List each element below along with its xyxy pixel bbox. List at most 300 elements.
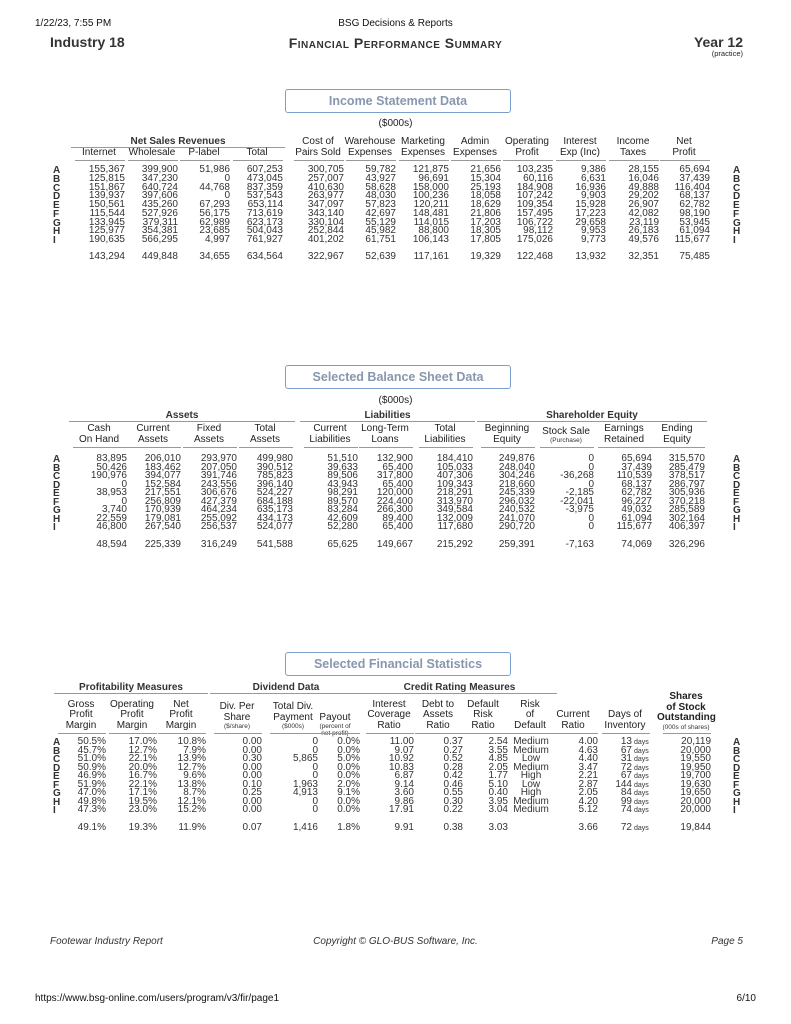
company-row-e-risk: High bbox=[520, 770, 542, 781]
company-label: G bbox=[733, 788, 741, 799]
print-page-title: BSG Decisions & Reports bbox=[338, 18, 453, 29]
company-row-e-cell: 57,823 bbox=[365, 199, 396, 210]
company-row-g-cell: 285,589 bbox=[668, 504, 705, 515]
company-row-g-cell: 114,015 bbox=[413, 216, 449, 228]
company-row-a-cell: 607,253 bbox=[246, 164, 283, 175]
company-row-g-risk: High bbox=[520, 787, 542, 798]
company-row-f-cell: 527,926 bbox=[141, 207, 178, 219]
column-header: Ratio bbox=[561, 719, 585, 731]
column-header-note: ($/share) bbox=[223, 723, 250, 731]
company-row-f-cell: 2.0% bbox=[337, 778, 360, 790]
company-row-f-cell: 1,963 bbox=[292, 778, 318, 790]
column-header: Expenses bbox=[348, 146, 392, 158]
company-row-c-cell: 16,936 bbox=[575, 181, 606, 193]
company-row-h-cell: 12.1% bbox=[177, 795, 206, 807]
column-header-underline bbox=[366, 733, 414, 734]
company-row-g-cell: 3,740 bbox=[101, 504, 127, 515]
company-label: G bbox=[53, 788, 61, 799]
column-header-underline bbox=[183, 447, 237, 448]
column-header: Share bbox=[223, 711, 251, 723]
industry-average-row-cell: 143,294 bbox=[88, 251, 125, 262]
company-label: H bbox=[53, 226, 61, 238]
company-label: C bbox=[53, 471, 61, 482]
column-header: Assets bbox=[137, 433, 168, 445]
company-row-d-cell: 43,943 bbox=[327, 478, 358, 490]
company-row-h-cell: 22,559 bbox=[96, 512, 127, 524]
company-row-c-cell: 49,888 bbox=[628, 181, 659, 193]
company-row-a-cell: 4.00 bbox=[578, 736, 598, 747]
company-row-i-cell: 47.3% bbox=[77, 804, 106, 815]
company-row-i-cell: 117,680 bbox=[437, 521, 473, 532]
company-row-a-risk: Medium bbox=[513, 736, 549, 747]
company-row-a-cell: 83,895 bbox=[96, 453, 127, 464]
industry-average-row-cell: 19,329 bbox=[470, 251, 501, 262]
column-header: Net bbox=[173, 698, 189, 710]
company-label: I bbox=[53, 522, 56, 533]
company-row-i-cell: 190,635 bbox=[88, 234, 125, 245]
column-header: Ending bbox=[661, 423, 693, 434]
company-row-d-cell: 68,137 bbox=[621, 478, 652, 490]
column-header-underline bbox=[451, 160, 501, 161]
company-label: I bbox=[53, 235, 56, 246]
company-row-a-cell: 11.00 bbox=[389, 736, 414, 747]
company-label: B bbox=[733, 462, 741, 474]
company-row-c-cell: 58,628 bbox=[365, 181, 396, 193]
company-row-d-cell: 0.28 bbox=[443, 761, 463, 773]
company-row-d-cell: 0 bbox=[588, 478, 594, 490]
footer-copyright: Copyright © GLO-BUS Software, Inc. bbox=[313, 936, 478, 947]
company-row-a-cell: 184,410 bbox=[436, 453, 473, 464]
company-row-b-cell: 0 bbox=[224, 172, 230, 184]
company-row-g-cell: 23,119 bbox=[629, 216, 659, 228]
company-row-h-cell: 45,982 bbox=[365, 225, 396, 237]
company-row-h-cell: 132,009 bbox=[436, 512, 473, 524]
industry-average-row-cell: 49.1% bbox=[77, 822, 106, 833]
company-row-b-cell: 0 bbox=[588, 461, 594, 473]
column-header: Default bbox=[514, 719, 546, 731]
company-row-g-cell: 0.55 bbox=[443, 787, 463, 798]
column-header: Expenses bbox=[453, 146, 497, 158]
company-row-c-days: 31 bbox=[620, 753, 632, 764]
column-header-underline bbox=[180, 160, 230, 161]
company-row-d-cell: 2.05 bbox=[488, 761, 508, 773]
column-header-underline bbox=[312, 733, 360, 734]
company-row-i-cell: 106,143 bbox=[412, 234, 449, 245]
column-header: of bbox=[525, 709, 535, 720]
industry-average-row-cell: 316,249 bbox=[200, 539, 237, 550]
financial-statistics-title: Selected Financial Statistics bbox=[285, 652, 511, 676]
company-label: F bbox=[53, 779, 60, 791]
column-header-underline bbox=[359, 447, 413, 448]
company-row-h-cell: 179,081 bbox=[144, 512, 181, 524]
company-row-h-cell: 0 bbox=[588, 512, 594, 524]
company-row-h-cell: 504,043 bbox=[246, 225, 283, 237]
company-row-h-cell: 302,164 bbox=[668, 512, 705, 524]
column-header: Days of bbox=[608, 709, 642, 720]
column-header: Admin bbox=[460, 136, 490, 147]
company-row-b-cell: 45.7% bbox=[77, 744, 106, 756]
company-row-i-cell: 61,751 bbox=[365, 234, 396, 245]
company-row-c-cell: 22.1% bbox=[128, 753, 157, 764]
company-row-b-cell: 207,050 bbox=[200, 461, 237, 473]
column-header: Cost of bbox=[302, 136, 334, 147]
company-row-e-cell: 653,114 bbox=[247, 199, 283, 210]
days-unit: days bbox=[634, 773, 649, 780]
company-row-f-cell: 5.10 bbox=[488, 778, 508, 790]
company-row-c-cell: 394,077 bbox=[144, 470, 181, 481]
company-row-a-cell: 103,235 bbox=[516, 164, 553, 175]
industry-average-row-cell: 322,967 bbox=[307, 251, 344, 262]
company-row-b-cell: 65,400 bbox=[382, 461, 413, 473]
company-row-a-cell: 206,010 bbox=[144, 453, 181, 464]
company-row-g-cell: 8.7% bbox=[183, 787, 206, 798]
company-label: D bbox=[733, 479, 741, 491]
company-row-a-cell: 0 bbox=[312, 736, 318, 747]
industry-average-row-cell: 259,391 bbox=[498, 539, 535, 550]
company-row-g-cell: 330,104 bbox=[307, 216, 344, 228]
company-row-f-cell: 256,809 bbox=[144, 495, 181, 507]
company-row-f-cell: 9.14 bbox=[394, 778, 414, 790]
company-row-b-cell: 0.00 bbox=[242, 744, 262, 756]
company-row-f-cell: 370,218 bbox=[668, 495, 705, 507]
company-row-g-cell: 9.1% bbox=[337, 787, 360, 798]
print-url: https://www.bsg-online.com/users/program/v3/fir/page1 bbox=[35, 993, 279, 1004]
company-row-g-cell: 266,300 bbox=[376, 504, 413, 515]
company-row-a-cell: 28,155 bbox=[628, 164, 659, 175]
industry-average-row-cell: -7,163 bbox=[565, 539, 594, 550]
company-row-e-cell: 19,700 bbox=[680, 770, 711, 781]
company-row-f-cell: 296,032 bbox=[498, 495, 535, 507]
company-row-e-cell: 347,097 bbox=[307, 199, 344, 210]
company-row-a-cell: 0.00 bbox=[242, 736, 262, 747]
company-row-h-cell: 255,092 bbox=[200, 512, 237, 524]
industry-average-row-cell: 3.03 bbox=[488, 822, 508, 833]
column-header: Taxes bbox=[619, 146, 647, 158]
company-row-c-cell: 116,404 bbox=[674, 181, 710, 193]
company-row-d-cell: 396,140 bbox=[256, 478, 293, 490]
industry-average-row-cell: 0.07 bbox=[242, 822, 262, 833]
company-row-d-cell: 0.00 bbox=[242, 761, 262, 773]
company-row-a-cell: 132,900 bbox=[376, 453, 413, 464]
industry-average-row-cell: 449,848 bbox=[141, 251, 178, 262]
company-row-g-cell: 0.40 bbox=[488, 787, 508, 798]
company-row-a-cell: 51,510 bbox=[327, 453, 358, 464]
company-row-h-cell: 89,400 bbox=[382, 512, 413, 524]
company-row-c-cell: 10.92 bbox=[388, 753, 414, 764]
column-header: Coverage bbox=[367, 709, 411, 720]
company-row-g-cell: 379,311 bbox=[142, 216, 178, 228]
company-row-e-cell: 306,676 bbox=[200, 487, 237, 498]
column-header: Earnings bbox=[604, 423, 644, 434]
column-header: Profit bbox=[672, 146, 696, 158]
column-header-underline bbox=[109, 733, 157, 734]
company-row-g-cell: 106,722 bbox=[516, 216, 553, 228]
column-header: On Hand bbox=[78, 433, 120, 445]
column-header: Liabilities bbox=[309, 433, 351, 445]
company-row-i-cell: 0.0% bbox=[337, 804, 360, 815]
company-row-i-risk: Medium bbox=[513, 804, 549, 815]
column-header-underline bbox=[598, 447, 652, 448]
column-header: Margin bbox=[65, 719, 97, 731]
column-header-underline bbox=[239, 447, 293, 448]
column-header: Risk bbox=[520, 698, 540, 710]
company-label: D bbox=[733, 191, 741, 203]
days-unit: days bbox=[634, 798, 649, 806]
company-row-d-cell: 109,343 bbox=[436, 478, 473, 490]
balance-units: ($000s) bbox=[378, 395, 413, 406]
column-header-underline bbox=[540, 447, 594, 448]
company-row-b-cell: 257,007 bbox=[307, 172, 344, 184]
company-row-h-days: 99 bbox=[620, 795, 632, 807]
company-row-g-cell: 0.25 bbox=[242, 787, 262, 798]
company-row-c-cell: 5.0% bbox=[337, 753, 360, 764]
company-label: G bbox=[733, 217, 741, 229]
column-header-underline bbox=[127, 447, 181, 448]
company-row-e-cell: 218,291 bbox=[436, 487, 473, 498]
company-row-d-cell: 263,977 bbox=[307, 190, 344, 202]
company-row-b-cell: 347,230 bbox=[141, 172, 178, 184]
report-title: Financial Performance Summary bbox=[288, 35, 503, 51]
company-row-f-cell: 713,619 bbox=[246, 207, 283, 219]
industry-average-row-cell: 32,351 bbox=[628, 251, 659, 262]
company-row-g-cell: 55,129 bbox=[365, 216, 396, 228]
column-header-underline bbox=[556, 160, 606, 161]
company-row-d-days: 72 bbox=[620, 761, 632, 773]
industry-average-row-cell: 326,296 bbox=[668, 539, 705, 550]
company-row-e-cell: 109,354 bbox=[516, 199, 553, 210]
column-header-underline bbox=[73, 447, 127, 448]
company-row-e-cell: 0.0% bbox=[337, 770, 360, 781]
column-header-underline bbox=[304, 447, 358, 448]
company-row-h-cell: 0.0% bbox=[337, 795, 360, 807]
company-label: B bbox=[733, 745, 741, 757]
column-header: Payment bbox=[273, 711, 313, 723]
company-label: F bbox=[733, 208, 740, 220]
company-row-b-cell: 390,512 bbox=[256, 461, 293, 473]
company-row-h-cell: 98,112 bbox=[523, 225, 553, 237]
company-row-a-cell: 2.54 bbox=[488, 736, 508, 747]
company-row-e-cell: 120,000 bbox=[376, 487, 413, 498]
company-row-h-risk: Medium bbox=[513, 795, 549, 807]
company-row-e-cell: 120,211 bbox=[413, 199, 449, 210]
column-header: Operating bbox=[505, 136, 549, 147]
column-header: Risk bbox=[473, 709, 493, 720]
year-label: Year 12 bbox=[693, 34, 743, 50]
company-row-e-cell: 15,928 bbox=[575, 199, 606, 210]
company-row-b-cell: 7.9% bbox=[183, 744, 206, 756]
company-row-c-cell: 640,724 bbox=[141, 181, 178, 193]
column-header-underline bbox=[460, 733, 508, 734]
company-row-b-cell: 0.27 bbox=[443, 744, 463, 756]
column-header: Total Div. bbox=[272, 701, 314, 713]
column-header: Current bbox=[313, 423, 347, 434]
company-row-i-cell: 65,400 bbox=[382, 521, 413, 532]
company-row-a-cell: 315,570 bbox=[668, 453, 705, 464]
industry-average-row-cell: 75,485 bbox=[679, 251, 710, 262]
company-label: G bbox=[53, 217, 61, 229]
column-header: Internet bbox=[82, 146, 116, 158]
company-row-d-cell: 65,400 bbox=[382, 478, 413, 490]
company-row-f-cell: 0.10 bbox=[242, 778, 262, 790]
company-row-a-cell: 51,986 bbox=[199, 164, 230, 175]
company-row-e-cell: 98,291 bbox=[327, 487, 358, 498]
company-row-e-cell: 524,227 bbox=[256, 487, 293, 498]
company-row-f-cell: 56,175 bbox=[199, 207, 230, 219]
income-statement-title: Income Statement Data bbox=[285, 89, 511, 113]
company-row-i-cell: 406,397 bbox=[668, 521, 705, 532]
column-header-underline bbox=[58, 733, 106, 734]
company-row-e-cell: 62,782 bbox=[621, 487, 652, 498]
company-row-h-cell: 19.5% bbox=[128, 795, 157, 807]
column-header: Margin bbox=[116, 719, 148, 731]
company-row-d-risk: Medium bbox=[513, 761, 549, 773]
print-page-count: 6/10 bbox=[736, 993, 756, 1004]
company-row-e-cell: 46.9% bbox=[77, 770, 106, 781]
column-header: Long-Term bbox=[361, 423, 409, 434]
company-row-d-cell: 537,543 bbox=[246, 190, 283, 202]
column-header: Assets bbox=[422, 709, 453, 720]
company-row-b-cell: 473,045 bbox=[246, 172, 283, 184]
industry-average-row-cell: 48,594 bbox=[96, 539, 127, 550]
company-row-d-cell: 152,584 bbox=[144, 478, 181, 490]
company-row-f-cell: 13.8% bbox=[177, 778, 206, 790]
company-row-d-cell: 50.9% bbox=[77, 761, 106, 773]
industry-average-row-cell: 1,416 bbox=[292, 822, 318, 833]
company-row-g-cell: 19,650 bbox=[680, 787, 711, 798]
company-label: A bbox=[53, 165, 61, 176]
company-row-g-cell: 3.60 bbox=[394, 787, 414, 798]
company-row-d-cell: 139,937 bbox=[88, 190, 125, 202]
company-row-i-cell: 17.91 bbox=[388, 804, 414, 815]
company-row-h-cell: 0.30 bbox=[443, 795, 463, 807]
column-header: Profit bbox=[515, 146, 539, 158]
company-row-h-cell: 88,800 bbox=[418, 225, 449, 237]
company-row-b-cell: 183,462 bbox=[144, 461, 181, 473]
days-unit: days bbox=[634, 807, 649, 814]
company-row-b-cell: 60,116 bbox=[523, 172, 553, 184]
column-header: Cash bbox=[87, 423, 111, 434]
company-row-c-cell: 0.52 bbox=[443, 753, 463, 764]
industry-average-row-cell: 634,564 bbox=[246, 251, 283, 262]
company-row-i-cell: 5.12 bbox=[578, 804, 598, 815]
mode-label: (practice) bbox=[711, 49, 743, 58]
company-row-c-risk: Low bbox=[521, 753, 541, 764]
company-row-a-cell: 0 bbox=[588, 453, 594, 464]
company-row-g-cell: 4,913 bbox=[292, 787, 318, 798]
column-header: Default bbox=[467, 698, 499, 710]
company-label: D bbox=[733, 762, 741, 774]
company-label: I bbox=[53, 805, 56, 816]
company-row-b-cell: 37,439 bbox=[621, 461, 652, 473]
company-row-c-cell: 410,630 bbox=[307, 181, 344, 193]
column-header: Inventory bbox=[604, 719, 646, 731]
company-row-c-cell: -36,268 bbox=[560, 470, 594, 481]
column-header: Ratio bbox=[377, 719, 401, 731]
company-row-f-cell: 42,082 bbox=[628, 207, 659, 219]
company-label: A bbox=[733, 165, 741, 176]
column-header-underline bbox=[609, 160, 659, 161]
company-row-f-cell: 0.46 bbox=[443, 778, 463, 790]
column-header: Fixed bbox=[196, 423, 222, 434]
company-row-b-days: 67 bbox=[620, 744, 632, 756]
company-row-f-days: 144 bbox=[615, 778, 632, 790]
company-row-f-cell: 96,227 bbox=[621, 495, 652, 507]
company-row-e-cell: 26,907 bbox=[628, 199, 659, 210]
company-row-b-cell: 0 bbox=[312, 744, 318, 756]
company-row-g-cell: 623,173 bbox=[246, 216, 283, 228]
company-row-c-cell: 19,550 bbox=[680, 753, 711, 764]
company-row-a-cell: 50.5% bbox=[77, 736, 106, 747]
company-row-f-cell: 684,188 bbox=[256, 495, 293, 507]
company-row-c-cell: 13.9% bbox=[177, 753, 206, 764]
company-row-d-cell: 286,797 bbox=[668, 478, 705, 490]
company-label: E bbox=[53, 200, 60, 211]
company-row-d-cell: 243,556 bbox=[200, 478, 237, 490]
company-row-b-cell: 16,046 bbox=[628, 172, 659, 184]
company-label: C bbox=[53, 754, 61, 765]
column-header-underline bbox=[214, 733, 262, 734]
company-row-a-cell: 10.8% bbox=[177, 736, 206, 747]
company-row-g-cell: 349,584 bbox=[436, 504, 473, 515]
column-group-assets: Assets bbox=[69, 410, 295, 422]
company-row-h-cell: 20,000 bbox=[680, 795, 711, 807]
column-group-net-sales-revenues: Net Sales Revenues bbox=[71, 136, 285, 148]
company-label: B bbox=[733, 173, 741, 185]
company-row-g-cell: 47.0% bbox=[77, 787, 106, 798]
company-row-d-cell: 9,903 bbox=[580, 190, 606, 202]
company-row-h-cell: 125,977 bbox=[88, 225, 125, 237]
company-row-g-cell: -3,975 bbox=[565, 504, 594, 515]
company-row-b-cell: 12.7% bbox=[128, 744, 157, 756]
column-header: Gross bbox=[67, 698, 95, 710]
company-row-c-cell: 89,506 bbox=[327, 470, 358, 481]
company-label: F bbox=[53, 208, 60, 220]
company-row-e-cell: 150,561 bbox=[88, 199, 125, 210]
company-row-a-cell: 21,656 bbox=[470, 164, 501, 175]
company-row-i-cell: 9,773 bbox=[580, 234, 606, 245]
company-row-g-cell: 635,173 bbox=[256, 504, 293, 515]
column-header: Shares bbox=[669, 691, 703, 703]
company-row-d-cell: 10.83 bbox=[388, 761, 414, 773]
company-row-e-cell: 2.21 bbox=[578, 770, 598, 781]
company-row-c-cell: 407,306 bbox=[436, 470, 473, 481]
industry-average-row-cell: 52,639 bbox=[365, 251, 396, 262]
company-row-c-cell: 184,908 bbox=[516, 181, 553, 193]
column-header: Expenses bbox=[401, 146, 445, 158]
company-row-a-cell: 300,705 bbox=[307, 164, 344, 175]
company-row-d-cell: 29,202 bbox=[628, 190, 659, 202]
company-row-c-cell: 110,539 bbox=[616, 470, 652, 481]
company-row-g-cell: 464,234 bbox=[200, 504, 237, 515]
company-row-e-cell: 18,629 bbox=[470, 199, 501, 210]
column-header: Warehouse bbox=[344, 136, 396, 147]
company-row-f-cell: 51.9% bbox=[77, 778, 106, 790]
column-group-credit-rating-measures: Credit Rating Measures bbox=[362, 682, 557, 694]
company-row-g-cell: 2.05 bbox=[578, 787, 598, 798]
company-label: E bbox=[733, 771, 740, 782]
column-header: Beginning bbox=[484, 423, 530, 434]
company-row-a-cell: 0.0% bbox=[337, 736, 360, 747]
company-row-d-cell: 0 bbox=[224, 190, 230, 202]
company-row-h-cell: 434,173 bbox=[256, 512, 293, 524]
column-header: Assets bbox=[249, 433, 280, 445]
company-row-f-cell: 17,223 bbox=[575, 207, 606, 219]
company-row-i-cell: 49,576 bbox=[628, 234, 659, 245]
days-unit: days bbox=[634, 781, 649, 789]
company-label: A bbox=[53, 454, 61, 465]
industry-average-row-cell: 11.9% bbox=[178, 822, 206, 833]
industry-average-row-cell: 225,339 bbox=[144, 539, 181, 550]
